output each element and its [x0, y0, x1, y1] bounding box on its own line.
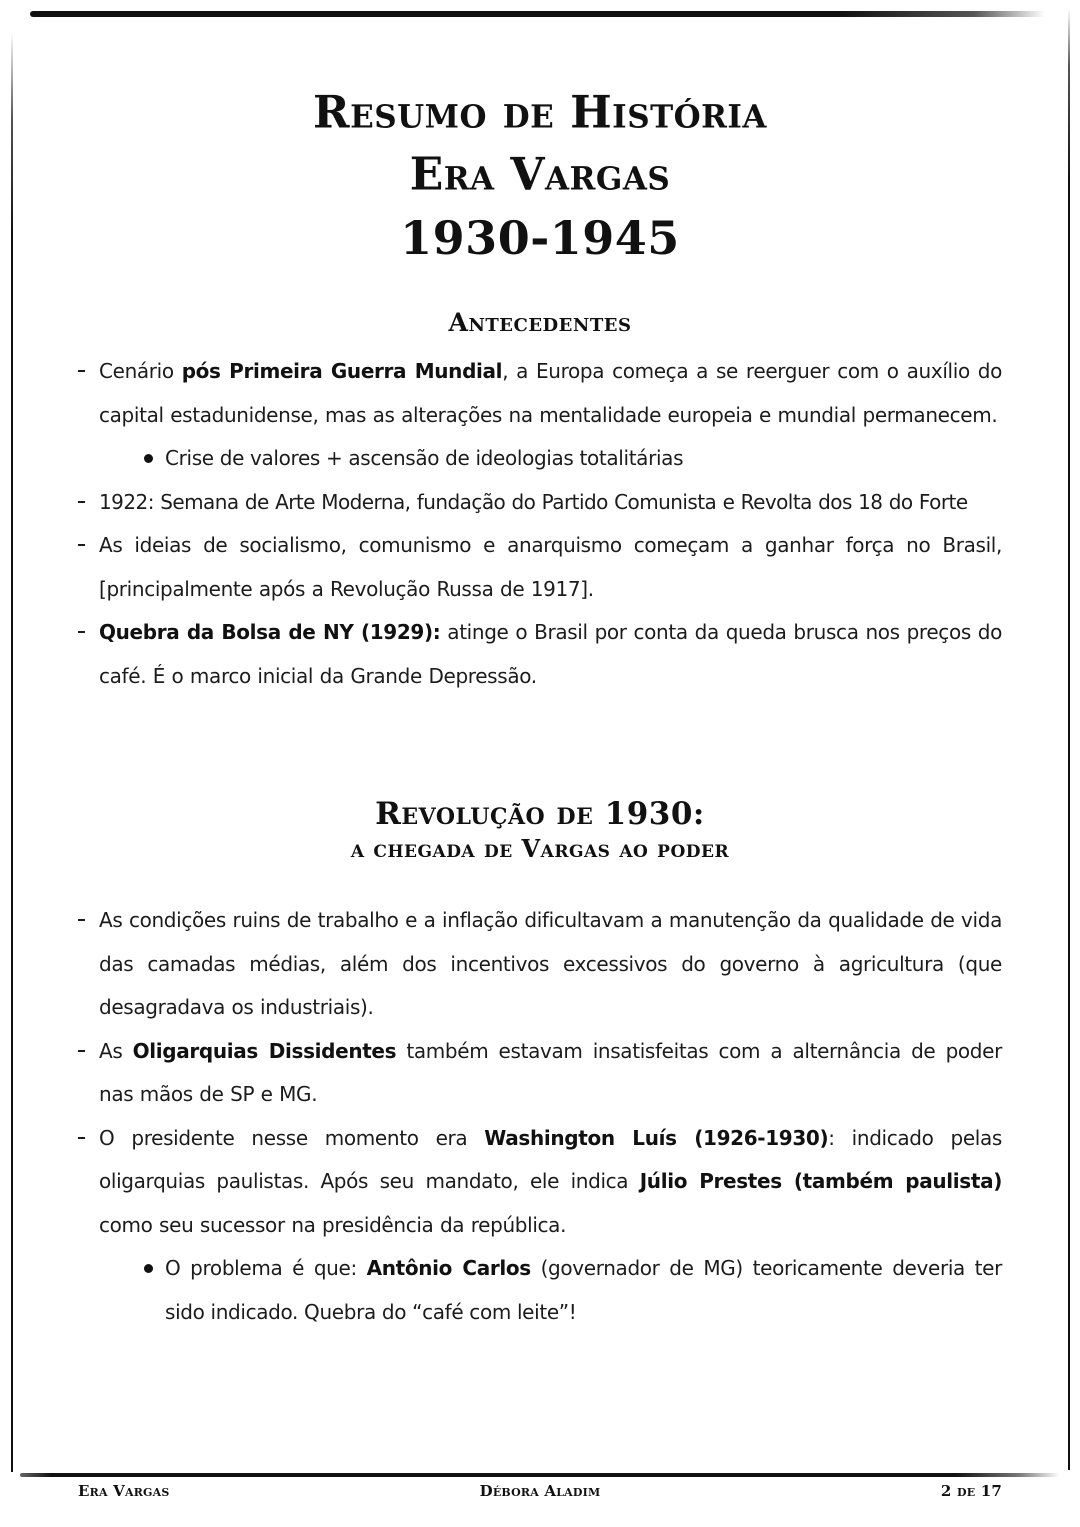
list-item: 1922: Semana de Arte Moderna, fundação do Partido Comunista e Revolta dos 18 do Forte — [99, 489, 968, 514]
footer-page-number: 2 de 17 — [940, 1482, 1002, 1500]
sub-list-item: O problema é que: Antônio Carlos (governador de MG) teoricamente deveria ter sido indicado. Quebra do “café com leite”! — [78, 1247, 1002, 1334]
document-title — [0, 82, 1080, 270]
revolucao-list — [78, 899, 1002, 1334]
top-border-stroke — [30, 11, 1045, 17]
section-heading-revolucao: Revolução de 1930: — [375, 796, 705, 832]
list-item: O presidente nesse momento era Washington Luís (1926-1930): indicado pelas oligarquias paulistas. Após seu mandato, ele indica Júlio Prestes (também paulista) como seu sucessor na presidência da república. — [99, 1125, 1003, 1237]
footer-document-name: Era Vargas — [78, 1482, 170, 1500]
title-line-2: Era Vargas — [409, 148, 671, 201]
footer-divider-stroke — [20, 1473, 1060, 1477]
list-item: Quebra da Bolsa de NY (1929): atinge o Brasil por conta da queda brusca nos preços do café. É o marco inicial da Grande Depressão. — [99, 620, 1002, 688]
list-item: As ideias de socialismo, comunismo e anarquismo começam a ganhar força no Brasil, [principalmente após a Revolução Russa de 1917]. — [99, 533, 1002, 601]
title-line-1: Resumo de História — [313, 86, 767, 139]
sub-list-item: Crise de valores + ascensão de ideologias totalitárias — [78, 437, 1002, 481]
footer-author: Débora Aladim — [479, 1482, 601, 1500]
section-subheading-revolucao: a chegada de Vargas ao poder — [350, 834, 730, 863]
section-heading-antecedentes: Antecedentes — [448, 308, 632, 337]
bullet-dot-icon — [144, 1264, 153, 1273]
list-item: As condições ruins de trabalho e a inflação dificultavam a manutenção da qualidade de vida das camadas médias, além dos incentivos excessivos do governo à agricultura (que desagradava os industriais). — [99, 908, 1002, 1019]
list-item: As Oligarquias Dissidentes também estavam insatisfeitas com a alternância de poder nas mãos de SP e MG. — [99, 1038, 1002, 1106]
list-item: Cenário pós Primeira Guerra Mundial, a Europa começa a se reerguer com o auxílio do capital estadunidense, mas as alterações na mentalidade europeia e mundial permanecem. — [99, 359, 1002, 427]
bullet-dot-icon — [144, 454, 153, 463]
antecedentes-list — [78, 350, 1002, 698]
title-years: 1930-1945 — [400, 211, 680, 265]
